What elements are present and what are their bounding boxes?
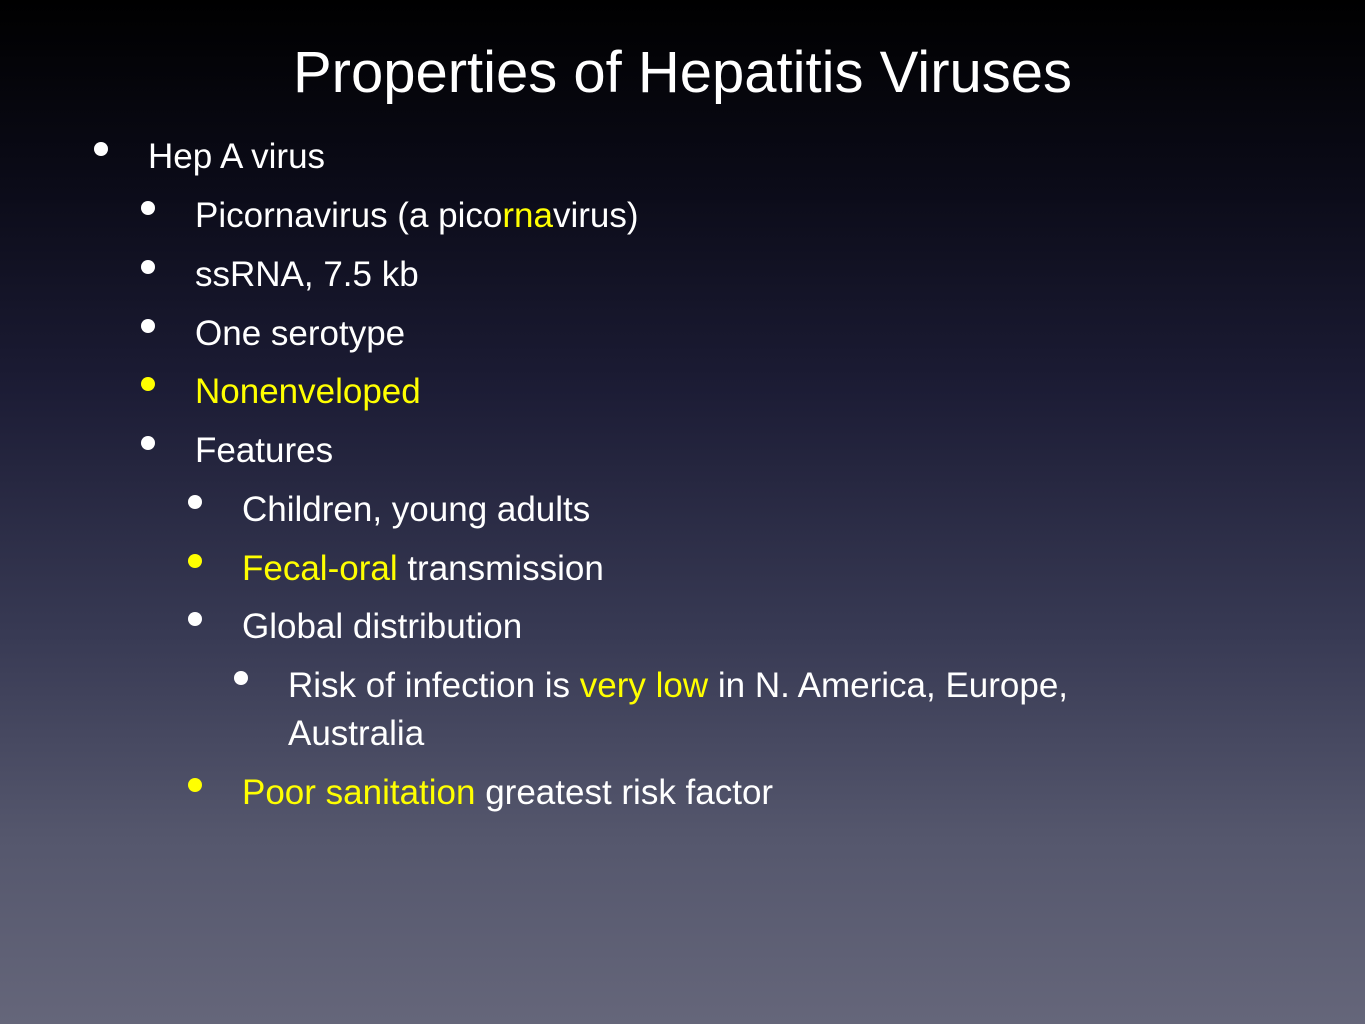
bullet-text [242,545,604,593]
bullet-dot-icon [234,671,248,685]
text-segment: Picornavirus (a pico [195,196,503,235]
bullet-text [242,486,590,534]
bullet-text [148,133,325,181]
bullet-text [195,368,421,416]
text-segment: Global distribution [242,607,523,646]
text-segment: greatest risk factor [475,773,774,812]
highlighted-text: Poor sanitation [242,773,476,812]
bullet-dot-icon [141,201,155,215]
text-segment: Hep A virus [148,137,326,176]
text-segment: Features [195,431,334,470]
text-segment: in N. America, Europe, Australia [288,666,1069,753]
bullet-text [195,251,419,299]
highlighted-text: Nonenveloped [195,372,421,411]
text-segment: Risk of infection is [288,666,580,705]
bullet-dot-icon [141,319,155,333]
bullet-dot-icon [188,778,202,792]
bullet-dot-icon [94,142,108,156]
bullet-dot-icon [188,612,202,626]
text-segment: transmission [397,549,604,588]
text-segment: Children, young adults [242,490,591,529]
highlighted-text: rna [502,196,553,235]
highlighted-text: very low [579,666,709,705]
bullet-text [195,310,405,358]
text-segment: virus) [552,196,639,235]
text-segment: One serotype [195,314,406,353]
bullet-dot-icon [141,260,155,274]
text-segment: ssRNA, 7.5 kb [195,255,419,294]
bullet-dot-icon [141,436,155,450]
bullet-dot-icon [188,495,202,509]
bullet-text [242,769,773,817]
bullet-text [242,603,522,651]
bullet-dot-icon [188,554,202,568]
slide-title: Properties of Hepatitis Viruses [292,40,1073,105]
bullet-dot-icon [141,377,155,391]
bullet-text [288,662,1188,758]
bullet-text [195,427,333,475]
bullet-text [195,192,639,240]
highlighted-text: Fecal-oral [242,549,398,588]
